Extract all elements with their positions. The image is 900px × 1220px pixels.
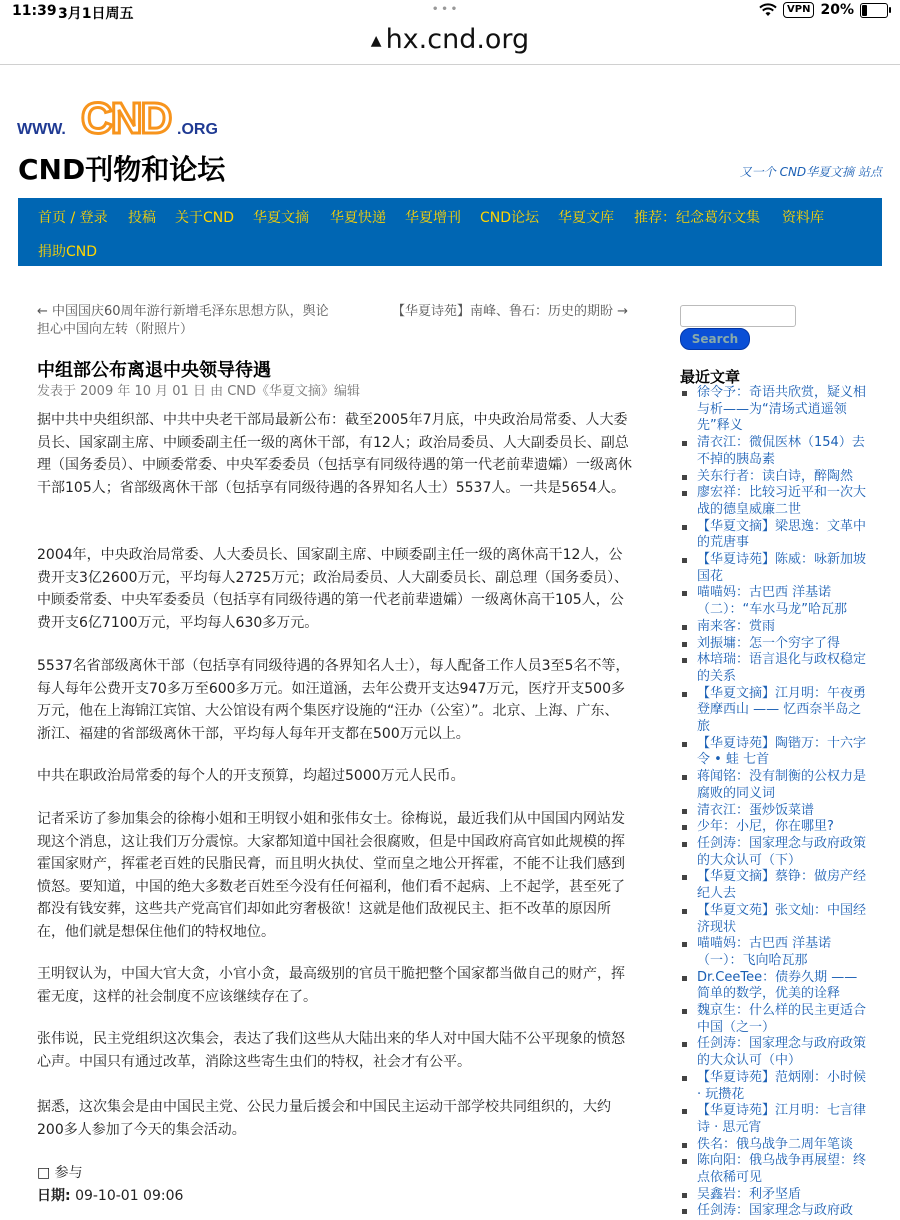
- recent-post-link[interactable]: [680, 1187, 870, 1204]
- post-category[interactable]: □ 参与: [37, 1165, 83, 1181]
- article-paragraph: 5537名省部级离休干部（包括享有同级待遇的各界知名人士），每人配备工作人员3至5名不等，每人每年公费开支70多万至600多万元。如汪道涵，去年公费开支达947万元，医疗开支500多万元，他在上海锦江宾馆、大公馆设有两个集医疗设施的“汪办（公室）”。北京、上海、广东、浙江、福建的省部级离休干部，平均每人每年开支都在500万元以上。: [37, 658, 630, 742]
- bullet-icon: [682, 1159, 687, 1164]
- recent-post-link[interactable]: [680, 903, 870, 936]
- search-input[interactable]: [680, 305, 796, 327]
- bullet-icon: [682, 591, 687, 596]
- recent-post-title[interactable]: 任剑涛：国家理念与政府政策的大众认可（中）: [697, 1036, 867, 1069]
- recent-post-title[interactable]: 清衣江：蛋炒饭菜谱: [697, 802, 815, 818]
- recent-post-title[interactable]: 魏京生：什么样的民主更适合中国（之一）: [697, 1003, 867, 1035]
- recent-post-title[interactable]: 喵喵妈：古巴西 洋基诺（二）：“车水马龙”哈瓦那: [697, 585, 847, 618]
- bullet-icon: [682, 842, 687, 847]
- recent-post-link[interactable]: [680, 1153, 870, 1186]
- logo-www: WWW.: [17, 121, 66, 138]
- nav-item-forum[interactable]: CND论坛: [480, 210, 540, 226]
- nav-item-library[interactable]: 华夏文库: [558, 210, 614, 226]
- battery-percent: 20%: [820, 2, 854, 18]
- bullet-icon: [682, 658, 687, 663]
- next-post-link[interactable]: 【华夏诗苑】南峰、鲁石：历史的期盼 →: [392, 304, 629, 319]
- post-date-label: 日期:: [37, 1188, 71, 1204]
- bullet-icon: [682, 1009, 687, 1014]
- post-date-value: 09-10-01 09:06: [75, 1188, 184, 1204]
- recent-post-title[interactable]: 廖宏祥：比较习近平和一次大战的德皇威廉二世: [697, 485, 867, 517]
- recent-posts-heading: 最近文章: [680, 368, 741, 386]
- bullet-icon: [682, 1076, 687, 1081]
- logo-org: .ORG: [177, 121, 218, 138]
- recent-post-title[interactable]: 刘振墉：怎一个穷字了得: [697, 635, 841, 651]
- recent-post-title[interactable]: 【华夏诗苑】江月明：七言律诗 · 思元宵: [697, 1103, 867, 1135]
- recent-post-link[interactable]: [680, 1203, 870, 1220]
- recent-post-title[interactable]: 少年：小尼，你在哪里?: [697, 819, 834, 835]
- nav-item-recommend[interactable]: 推荐：纪念葛尔文集: [634, 210, 760, 226]
- bullet-icon: [682, 1193, 687, 1198]
- nav-item-about[interactable]: 关于CND: [175, 210, 235, 226]
- nav-item-supplement[interactable]: 华夏增刊: [405, 210, 461, 226]
- bullet-icon: [682, 1143, 687, 1148]
- article-paragraph: 王明钗认为，中国大官大贪，小官小贪，最高级别的官员干脆把整个国家都当做自己的财产，挥霍无度，这样的社会制度不应该继续存在了。: [37, 966, 625, 1005]
- recent-posts-list: [680, 385, 870, 1220]
- bullet-icon: [682, 475, 687, 480]
- recent-post-title[interactable]: 任剑涛：国家理念与政府政策的大众认可（下）: [697, 835, 867, 868]
- recent-post-title[interactable]: 佚名：俄乌战争二周年笔谈: [697, 1136, 854, 1152]
- recent-post-title[interactable]: 清衣江：微侃医林（154）去不掉的胰岛素: [697, 435, 865, 467]
- article-paragraph: 张伟说，民主党组织这次集会，表达了我们这些从大陆出来的华人对中国大陆不公平现象的愤怒心声。中国只有通过改革，消除这些寄生虫们的特权，社会才有公平。: [37, 1031, 625, 1070]
- bullet-icon: [682, 825, 687, 830]
- post-meta: 发表于 2009 年 10 月 01 日 由 CND《华夏文摘》编辑: [37, 384, 361, 399]
- recent-post-link[interactable]: [680, 970, 870, 1003]
- recent-post-link[interactable]: [680, 803, 870, 820]
- bullet-icon: [682, 976, 687, 981]
- recent-post-link[interactable]: [680, 936, 870, 969]
- recent-post-link[interactable]: [680, 652, 870, 685]
- recent-post-title[interactable]: 【华夏诗苑】陶锴万：十六字令 • 蛙 七首: [697, 735, 867, 768]
- recent-post-title[interactable]: 【华夏文苑】张文灿：中国经济现状: [697, 902, 867, 935]
- recent-post-title[interactable]: 徐令予：奇语共欣赏，疑义相与析——为“清场式逍遥领先”释义: [697, 385, 867, 434]
- recent-post-link[interactable]: [680, 1070, 870, 1103]
- recent-post-title[interactable]: 喵喵妈：古巴西 洋基诺（一）：飞向哈瓦那: [697, 936, 832, 968]
- bullet-icon: [682, 742, 687, 747]
- recent-post-link[interactable]: [680, 435, 870, 468]
- bullet-icon: [682, 809, 687, 814]
- recent-post-title[interactable]: 陈向阳：俄乌战争再展望：终点依稀可见: [697, 1153, 867, 1186]
- recent-post-title[interactable]: 关东行者：读白诗，醉陶然: [697, 468, 854, 484]
- bullet-icon: [682, 942, 687, 947]
- recent-post-title[interactable]: 【华夏文摘】蔡铮：做房产经纪人去: [697, 869, 867, 902]
- article-paragraph: 中共在职政治局常委的每个人的开支预算，均超过5000万元人民币。: [37, 768, 465, 784]
- recent-post-title[interactable]: 林培瑞：语言退化与政权稳定的关系: [697, 652, 867, 684]
- nav-item-hxwz[interactable]: 华夏文摘: [253, 210, 309, 226]
- nav-item-archive[interactable]: 资料库: [782, 210, 824, 226]
- prev-post-link[interactable]: ← 中国国庆60周年游行新增毛泽东思想方队，舆论担心中国向左转（附照片）: [37, 304, 329, 337]
- recent-post-title[interactable]: 南来客：赏雨: [697, 618, 776, 634]
- recent-post-link[interactable]: [680, 1137, 870, 1154]
- bullet-icon: [682, 1209, 687, 1214]
- bullet-icon: [682, 558, 687, 563]
- recent-post-link[interactable]: [680, 469, 870, 486]
- nav-item-home[interactable]: 首页 / 登录: [38, 210, 108, 226]
- address-bar[interactable]: [0, 24, 900, 60]
- divider: [0, 64, 900, 65]
- recent-post-link[interactable]: [680, 1103, 870, 1136]
- recent-post-link[interactable]: [680, 836, 870, 869]
- battery-icon: [860, 3, 888, 18]
- status-date: 3月1日周五: [58, 6, 134, 22]
- status-bar: [0, 0, 900, 24]
- search-button[interactable]: Search: [680, 328, 750, 350]
- recent-post-title[interactable]: 【华夏诗苑】陈威：咏新加坡国花: [697, 552, 867, 584]
- recent-post-link[interactable]: [680, 636, 870, 653]
- post-title: 中组部公布离退中央领导待遇: [37, 360, 271, 381]
- recent-post-title[interactable]: Dr.CeeTee：债券久期 —— 简单的数学，优美的诠释: [697, 969, 858, 1002]
- bullet-icon: [682, 909, 687, 914]
- recent-post-link[interactable]: [680, 869, 870, 902]
- lock-icon: ▲: [370, 32, 382, 49]
- bullet-icon: [682, 642, 687, 647]
- recent-post-link[interactable]: [680, 552, 870, 585]
- bullet-icon: [682, 391, 687, 396]
- logo-cnd: CND: [81, 94, 171, 143]
- bullet-icon: [682, 441, 687, 446]
- site-logo[interactable]: [17, 94, 227, 144]
- site-tagline: 又一个 CND华夏文摘 站点: [739, 165, 882, 179]
- site-title[interactable]: CND刊物和论坛: [18, 153, 226, 186]
- status-time: 11:39: [12, 3, 57, 19]
- main-nav: [18, 198, 882, 266]
- recent-post-link[interactable]: [680, 686, 870, 736]
- bullet-icon: [682, 1042, 687, 1047]
- recent-post-link[interactable]: [680, 519, 870, 552]
- recent-post-link[interactable]: [680, 385, 870, 435]
- article-paragraph: 记者采访了参加集会的徐梅小姐和王明钗小姐和张伟女士。徐梅说，最近我们从中国国内网站发现这个消息，这让我们万分震惊。大家都知道中国社会很腐败，但是中国政府高官如此规模的挥霍国家财产，挥霍老百姓的民脂民膏，而且明火执仗、堂而皇之地公开挥霍，不能不让我们感到愤怒。要知道，中国的绝大多数老百姓至今没有任何福利，他们看不起病、上不起学，甚至死了都没有钱安葬，这些共产党高官们却如此穷奢极欲！这就是他们敌视民主、拒不改革的原因所在，他们就是想保住他们的特权地位。: [37, 811, 625, 940]
- multitask-dots-icon[interactable]: •••: [432, 4, 461, 15]
- bullet-icon: [682, 1109, 687, 1114]
- nav-item-submit[interactable]: 投稿: [128, 210, 156, 226]
- article-paragraph: 据悉，这次集会是由中国民主党、公民力量后援会和中国民主运动干部学校共同组织的，大约200多人参加了今天的集会活动。: [37, 1099, 611, 1138]
- article-paragraph: 2004年，中央政治局常委、人大委员长、国家副主席、中顾委副主任一级的离休高干12人，公费开支3亿2600万元，平均每人2725万元；政治局委员、人大副委员长、副总理（国务委员）、中顾委常委、中央军委委员（包括享有同级待遇的第一代老前辈遗孀）一级离休高干105人，公费开支6亿7100万元，平均每人630多万元。: [37, 547, 629, 631]
- recent-post-link[interactable]: [680, 1036, 870, 1069]
- bullet-icon: [682, 692, 687, 697]
- recent-post-link[interactable]: [680, 1003, 870, 1036]
- recent-post-link[interactable]: [680, 819, 870, 836]
- recent-post-link[interactable]: [680, 585, 870, 618]
- url-text[interactable]: hx.cnd.org: [385, 24, 530, 55]
- bullet-icon: [682, 875, 687, 880]
- post-date: [37, 1185, 183, 1205]
- recent-post-link[interactable]: [680, 769, 870, 802]
- recent-post-title[interactable]: 【华夏诗苑】范炳刚：小时候 · 玩攒花: [697, 1069, 867, 1102]
- recent-post-title[interactable]: 吴鑫岩：利矛坚盾: [697, 1186, 802, 1202]
- recent-post-link[interactable]: [680, 736, 870, 769]
- bullet-icon: [682, 775, 687, 780]
- recent-post-title[interactable]: 【华夏文摘】梁思逸：文革中的荒唐事: [697, 518, 867, 551]
- bullet-icon: [682, 525, 687, 530]
- vpn-badge: VPN: [783, 2, 814, 18]
- recent-post-title[interactable]: 任剑涛：国家理念与政府政: [697, 1203, 854, 1219]
- bullet-icon: [682, 625, 687, 630]
- nav-item-donate[interactable]: 捐助CND: [38, 244, 98, 260]
- wifi-icon: [759, 3, 777, 17]
- bullet-icon: [682, 491, 687, 496]
- nav-item-express[interactable]: 华夏快递: [330, 210, 386, 226]
- recent-post-title[interactable]: 蒋闻铭：没有制衡的公权力是腐败的同义词: [697, 769, 867, 801]
- recent-post-link[interactable]: [680, 485, 870, 518]
- recent-post-title[interactable]: 【华夏文摘】江月明：午夜勇登摩西山 —— 忆西奈半岛之旅: [697, 685, 867, 735]
- article-paragraph: 据中共中央组织部、中共中央老干部局最新公布：截至2005年7月底，中央政治局常委、人大委员长、国家副主席、中顾委副主任一级的离休干部，有12人；政治局委员、人大副委员长、副总理（国务委员）、中顾委常委、中央军委委员（包括享有同级待遇的第一代老前辈遗孀）一级离休干部105人；省部级离休干部（包括享有同级待遇的各界知名人士）5537人。一共是5654人。: [37, 412, 632, 496]
- recent-post-link[interactable]: [680, 619, 870, 636]
